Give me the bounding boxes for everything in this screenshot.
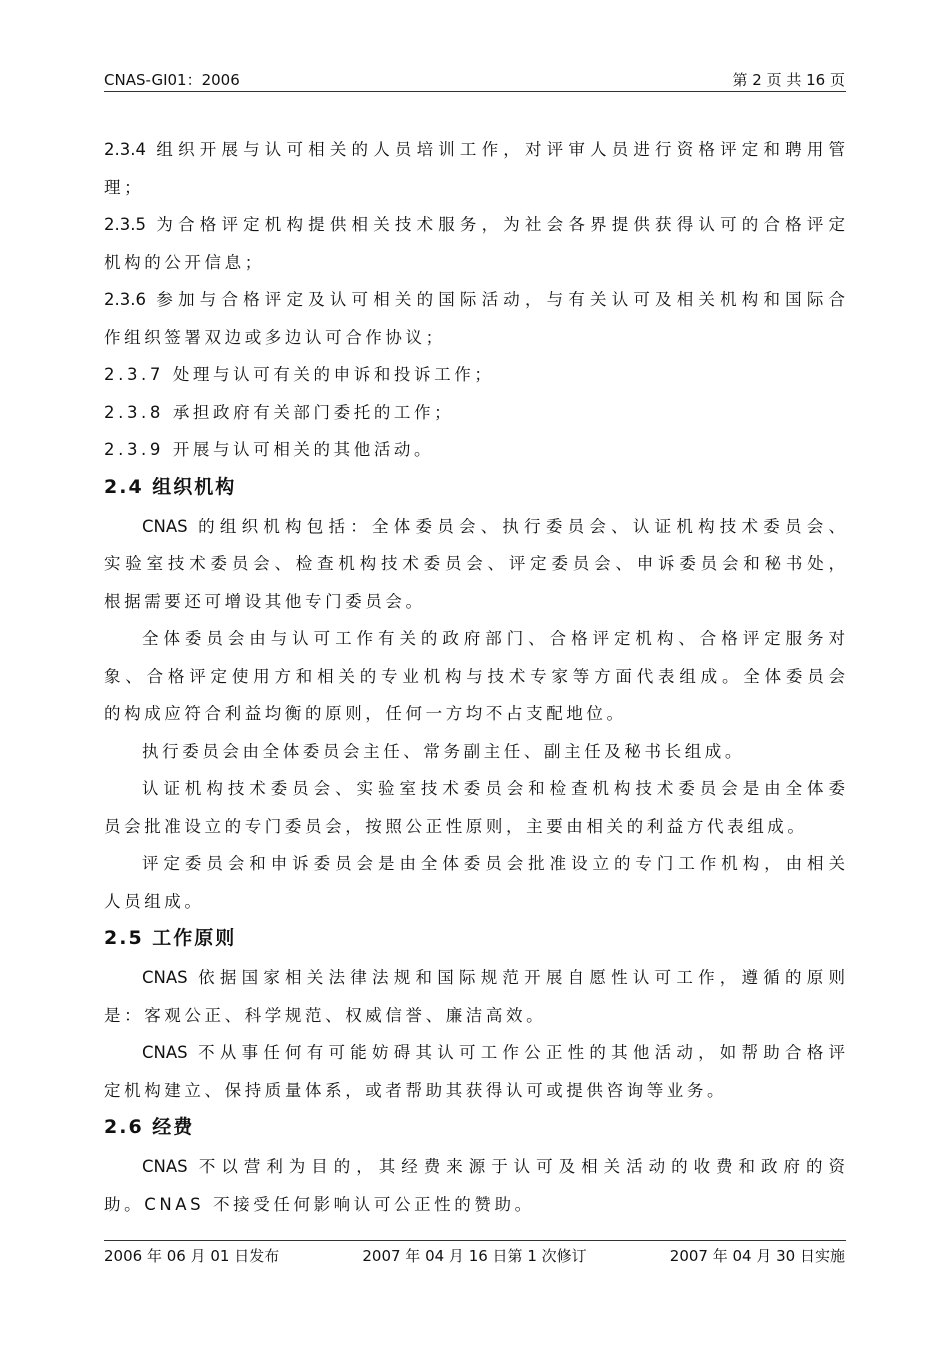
paragraph-line: 象、合格评定使用方和相关的专业机构与技术专家等方面代表组成。全体委员会	[104, 666, 845, 686]
paragraph-line: 2.3.9 开展与认可相关的其他活动。	[104, 440, 435, 459]
document-id: CNAS-GI01：2006	[104, 71, 240, 89]
paragraph	[104, 1148, 845, 1223]
paragraph-line: CNAS 依据国家相关法律法规和国际规范开展自愿性认可工作，遵循的原则	[142, 968, 845, 987]
issue-date: 2006 年 06 月 01 日发布	[104, 1247, 280, 1265]
paragraph	[104, 770, 845, 845]
paragraph-line: 2.3.4 组织开展与认可相关的人员培训工作，对评审人员进行资格评定和聘用管	[104, 140, 845, 159]
paragraph-line: 机构的公开信息；	[104, 252, 265, 272]
paragraph	[104, 508, 845, 621]
paragraph	[104, 620, 845, 733]
paragraph-line: CNAS 的组织机构包括：全体委员会、执行委员会、认证机构技术委员会、	[142, 516, 845, 536]
page-number: 第 2 页 共 16 页	[732, 71, 845, 89]
paragraph-line: 实验室技术委员会、检查机构技术委员会、评定委员会、申诉委员会和秘书处，	[104, 554, 845, 573]
paragraph-line: 人员组成。	[104, 891, 205, 911]
document-body	[104, 131, 845, 1223]
section-heading: 2.5 工作原则	[104, 927, 237, 949]
paragraph-line: 2.3.8 承担政府有关部门委托的工作；	[104, 402, 455, 422]
paragraph-line: 的构成应符合利益均衡的原则，任何一方均不占支配地位。	[104, 704, 627, 723]
paragraph	[104, 845, 845, 920]
paragraph-line: 是：客观公正、科学规范、权威信誉、廉洁高效。	[104, 1005, 547, 1025]
paragraph	[104, 431, 845, 469]
paragraph-line: 2.3.6 参加与合格评定及认可相关的国际活动，与有关认可及相关机构和国际合	[104, 290, 845, 309]
paragraph-line: 执行委员会由全体委员会主任、常务副主任、副主任及秘书长组成。	[142, 741, 745, 761]
paragraph-line: 全体委员会由与认可工作有关的政府部门、合格评定机构、合格评定服务对	[142, 629, 845, 648]
section-heading: 2.4 组织机构	[104, 475, 237, 498]
paragraph-line: 2.3.5 为合格评定机构提供相关技术服务，为社会各界提供获得认可的合格评定	[104, 215, 845, 234]
paragraph-line: 2.3.7 处理与认可有关的申诉和投诉工作；	[104, 365, 495, 384]
paragraph	[104, 206, 845, 281]
footer-divider	[104, 1240, 846, 1241]
paragraph	[104, 281, 845, 356]
paragraph	[104, 1034, 845, 1109]
paragraph-line: CNAS 不从事任何有可能妨碍其认可工作公正性的其他活动，如帮助合格评	[142, 1043, 845, 1062]
section-heading: 2.6 经费	[104, 1116, 195, 1138]
paragraph-line: 员会批准设立的专门委员会，按照公正性原则，主要由相关的利益方代表组成。	[104, 816, 808, 836]
paragraph-line: 理；	[104, 177, 145, 197]
paragraph-line: 认证机构技术委员会、实验室技术委员会和检查机构技术委员会是由全体委	[142, 779, 845, 798]
paragraph	[104, 394, 845, 432]
paragraph-line: 根据需要还可增设其他专门委员会。	[104, 591, 426, 611]
paragraph-line: 定机构建立、保持质量体系，或者帮助其获得认可或提供咨询等业务。	[104, 1080, 728, 1100]
revision-date: 2007 年 04 月 16 日第 1 次修订	[362, 1247, 587, 1265]
header-divider	[104, 91, 846, 92]
paragraph	[104, 733, 845, 771]
paragraph-line: 作组织签署双边或多边认可合作协议；	[104, 327, 446, 347]
page-footer	[104, 1245, 845, 1266]
paragraph	[104, 131, 845, 206]
page-header	[104, 68, 845, 90]
paragraph-line: 评定委员会和申诉委员会是由全体委员会批准设立的专门工作机构，由相关	[142, 854, 845, 873]
paragraph	[104, 959, 845, 1034]
effective-date: 2007 年 04 月 30 日实施	[669, 1247, 845, 1265]
paragraph-line: 助。CNAS 不接受任何影响认可公正性的赞助。	[104, 1194, 535, 1214]
paragraph	[104, 356, 845, 394]
paragraph-line: CNAS 不以营利为目的，其经费来源于认可及相关活动的收费和政府的资	[142, 1157, 845, 1176]
